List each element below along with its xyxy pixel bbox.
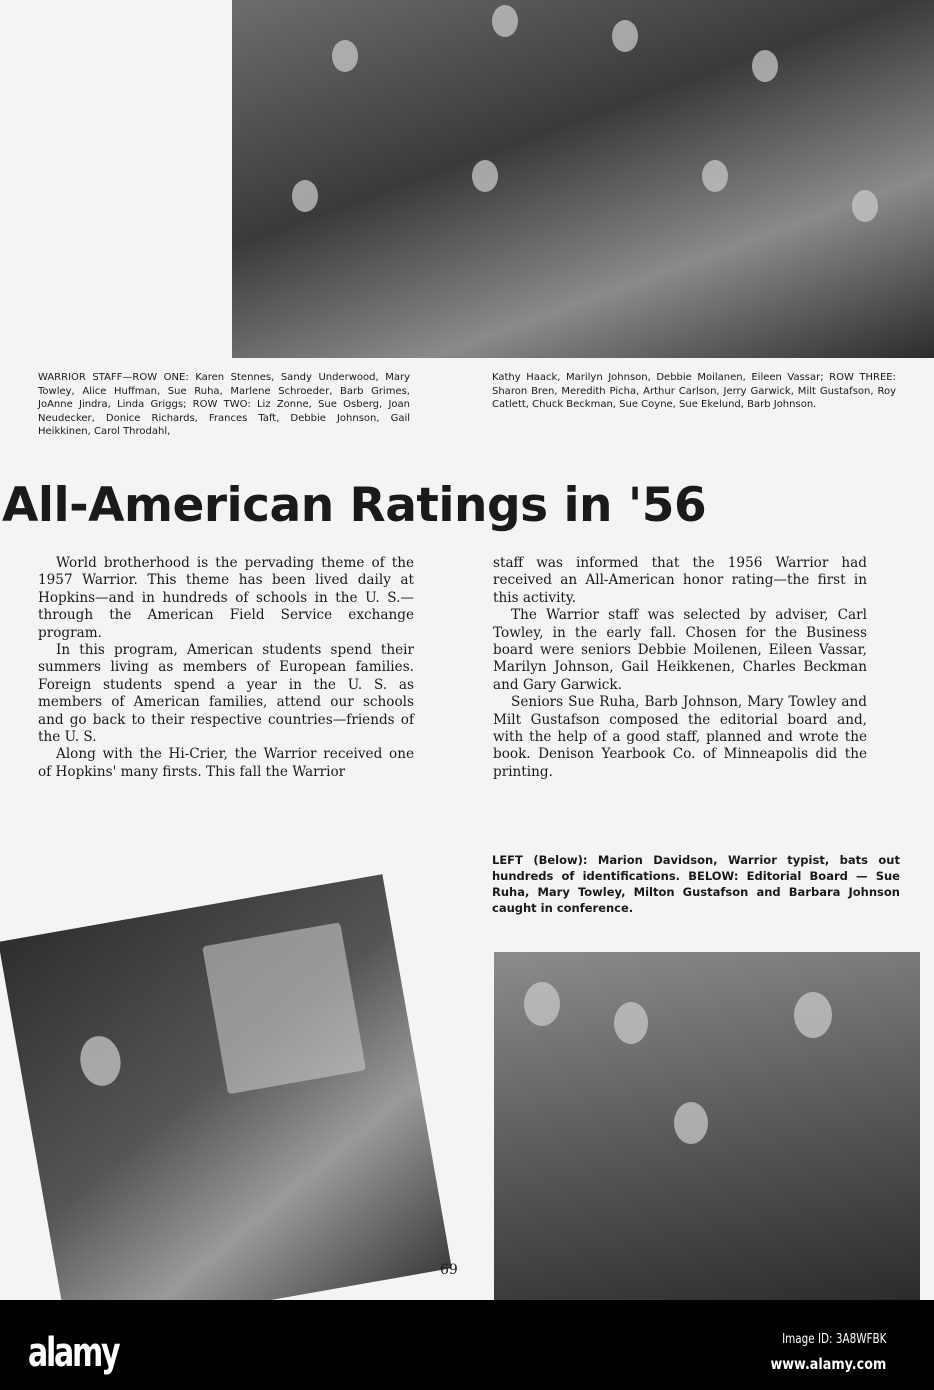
paragraph: The Warrior staff was selected by adviser, Carl Towley, in the early fall. Chosen for the Business board were seniors Debbie Moilenen, Eileen Vassar, Marilyn Johnson, Gail Heikkenen, Charles Beckman and Gary Garwick. xyxy=(493,607,867,693)
editorial-board-photo xyxy=(494,952,920,1302)
paragraph: In this program, American students spend their summers living as members of European families. Foreign students spend a year in the U. S. as members of American families, attend our schools and go back to their respective countries—friends of the U. S. xyxy=(38,642,414,746)
paragraph: Seniors Sue Ruha, Barb Johnson, Mary Towley and Milt Gustafson composed the editorial board and, with the help of a good staff, planned and wrote the book. Denison Yearbook Co. of Minneapolis did the printing. xyxy=(493,694,867,780)
article-column-2 xyxy=(493,555,867,781)
page-number: 69 xyxy=(440,1262,458,1278)
warrior-staff-group-photo xyxy=(232,0,934,358)
typist-photo xyxy=(0,874,452,1336)
watermark-bar xyxy=(0,1300,934,1390)
staff-caption-right: Kathy Haack, Marilyn Johnson, Debbie Moilanen, Eileen Vassar; ROW THREE: Sharon Bren, Meredith Picha, Arthur Carlson, Jerry Garwick, Milt Gustafson, Roy Catlett, Chuck Beckman, Sue Coyne, Sue Ekelund, Barb Johnson. xyxy=(492,372,896,410)
paragraph: World brotherhood is the pervading theme of the 1957 Warrior. This theme has been lived daily at Hopkins—and in hundreds of schools in the U. S.—through the American Field Service exchange program. xyxy=(38,555,414,641)
alamy-logo: alamy xyxy=(28,1330,119,1376)
photos-caption: LEFT (Below): Marion Davidson, Warrior typist, bats out hundreds of identifications. BELOW: Editorial Board — Sue Ruha, Mary Towley, Milton Gustafson and Barbara Johnson caught in conference. xyxy=(492,853,900,915)
image-id: Image ID: 3A8WFBK xyxy=(781,1332,886,1347)
headline: All-American Ratings in '56 xyxy=(2,478,707,533)
paragraph: Along with the Hi-Crier, the Warrior received one of Hopkins' many firsts. This fall the Warrior xyxy=(38,746,414,780)
article-column-1 xyxy=(38,555,414,781)
staff-caption-left: WARRIOR STAFF—ROW ONE: Karen Stennes, Sandy Underwood, Mary Towley, Alice Huffman, Sue Ruha, Marlene Schroeder, Barb Grimes, JoAnne Jindra, Linda Griggs; ROW TWO: Liz Zonne, Sue Osberg, Joan Neudecker, Donice Richards, Frances Taft, Debbie Johnson, Gail Heikkinen, Carol Throdahl, xyxy=(38,372,410,437)
watermark-url: www.alamy.com xyxy=(770,1355,886,1373)
paragraph: staff was informed that the 1956 Warrior had received an All-American honor rating—the first in this activity. xyxy=(493,555,867,606)
